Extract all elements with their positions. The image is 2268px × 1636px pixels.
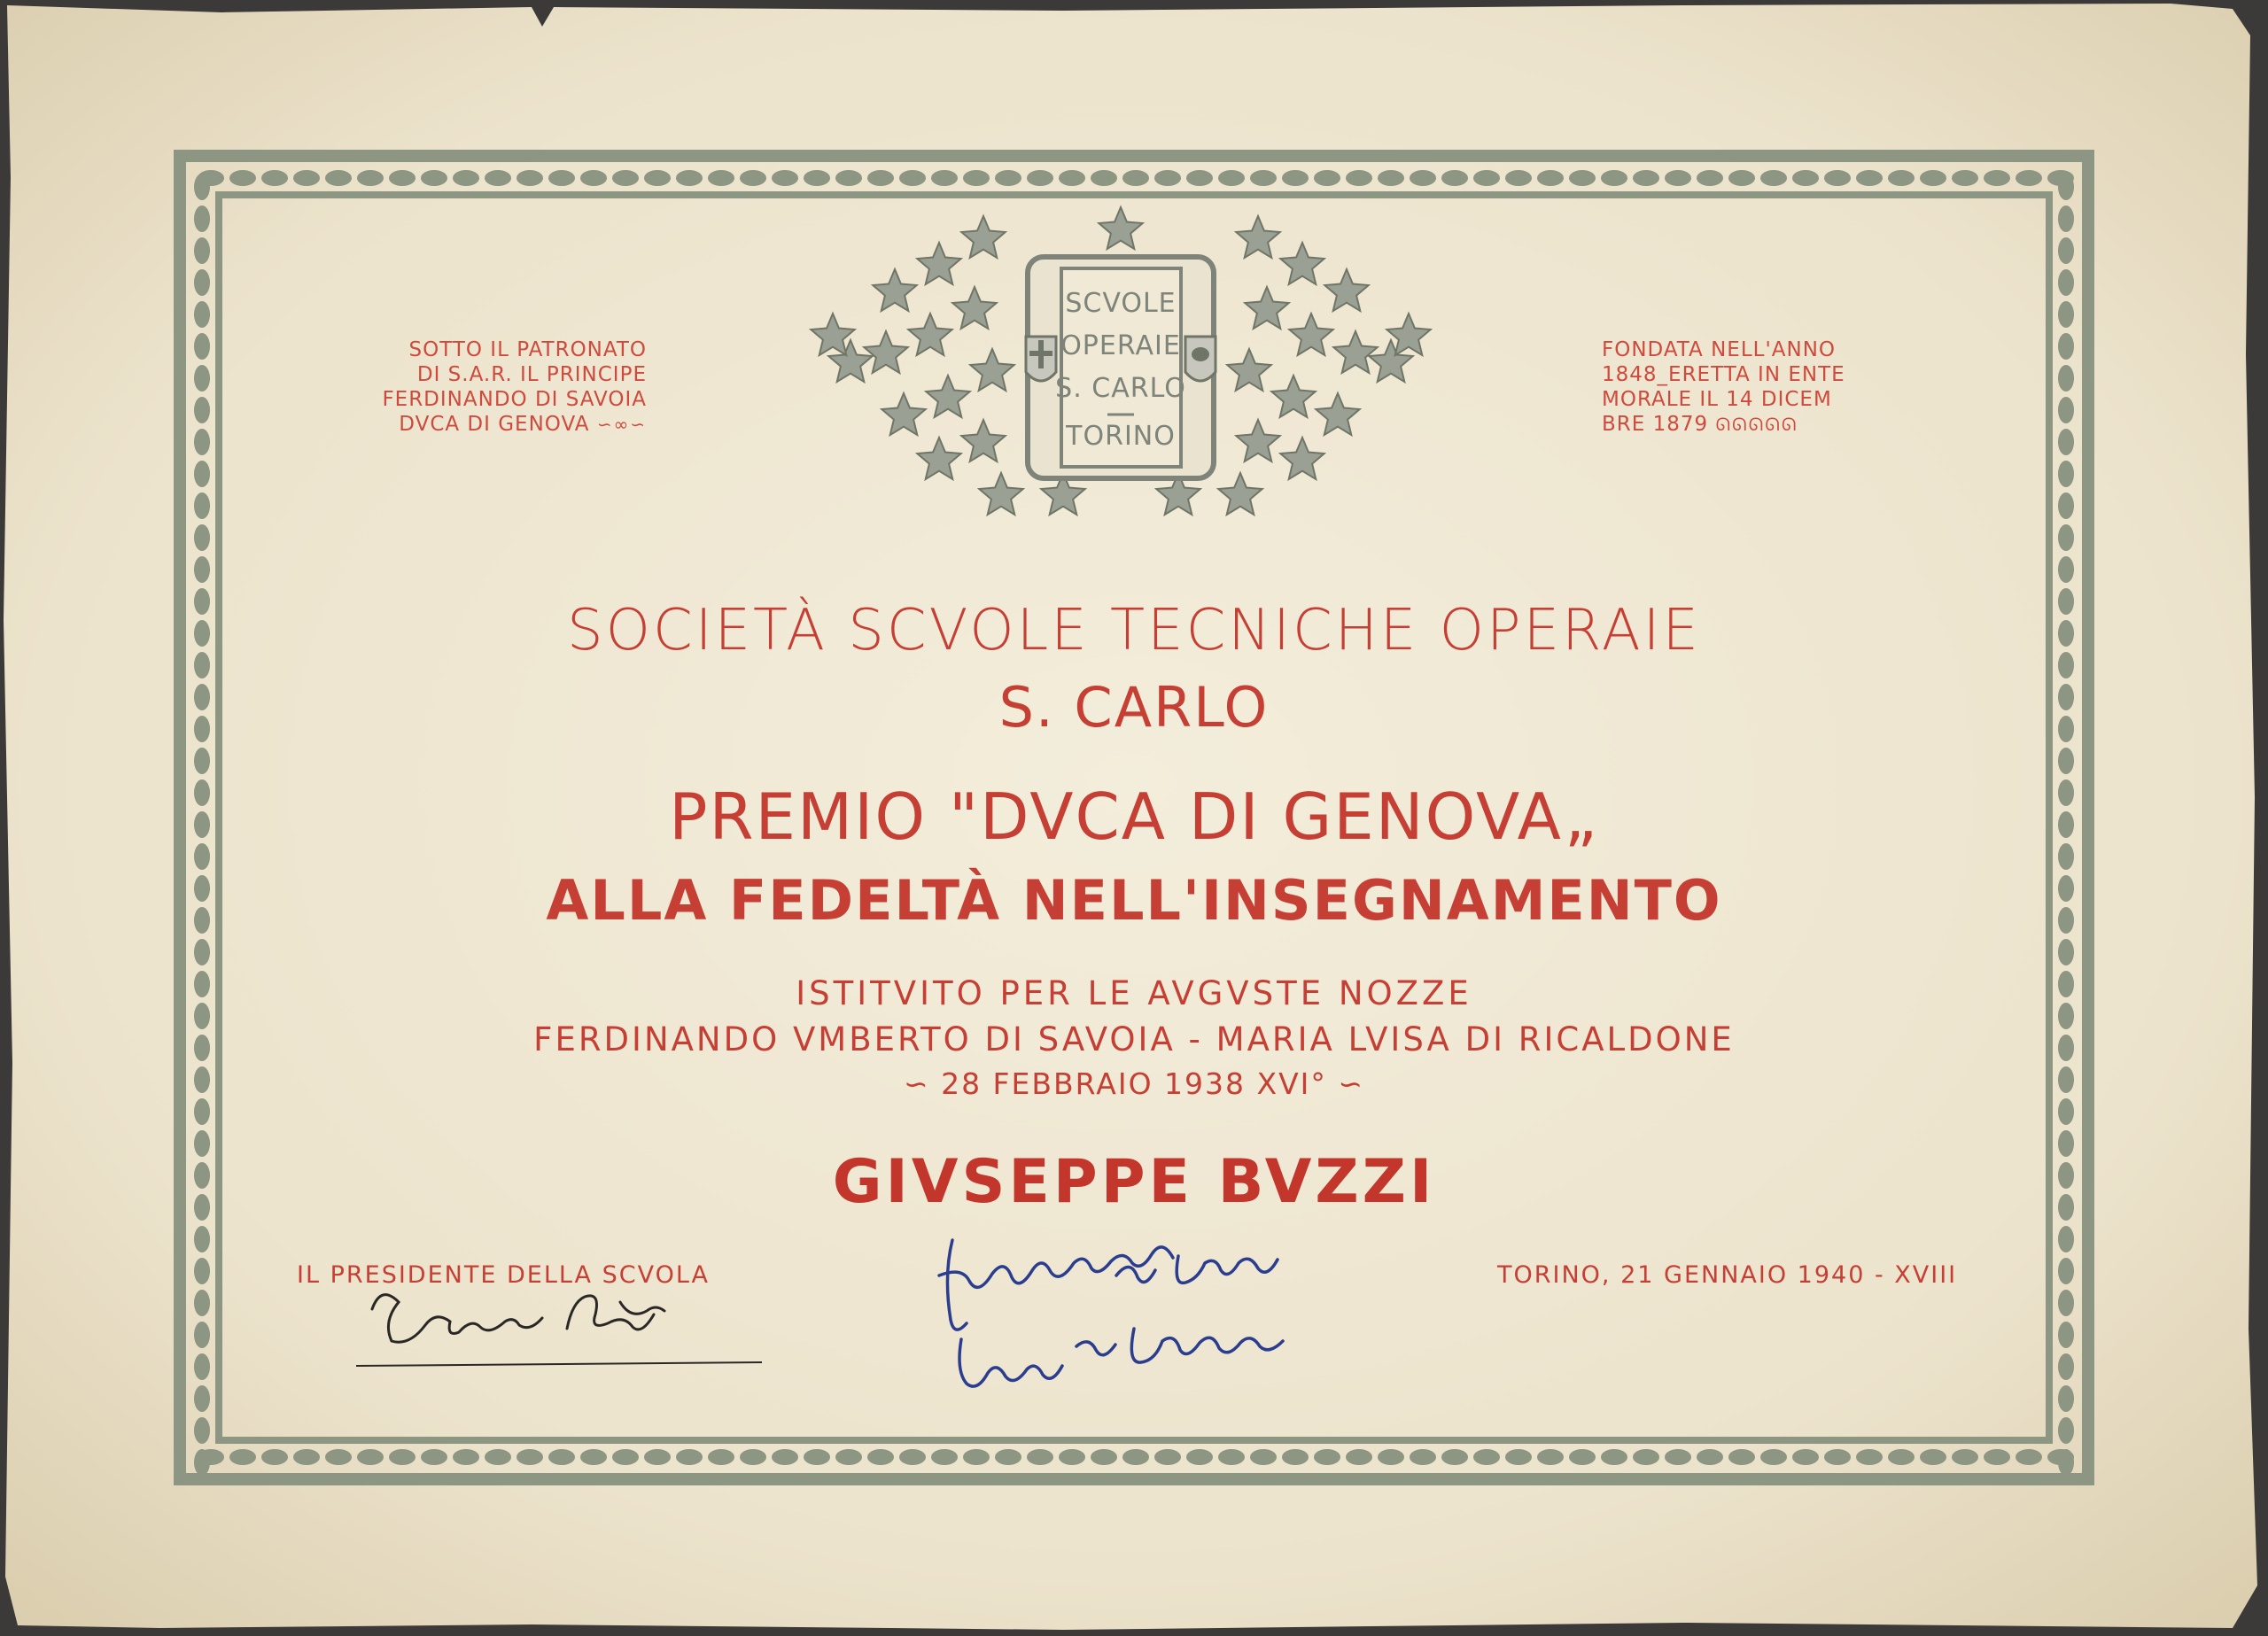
scallop	[421, 1449, 447, 1465]
scallop	[1665, 170, 1691, 186]
scallop	[1473, 170, 1500, 186]
scallop	[1824, 1449, 1851, 1465]
emblem-line-3: S. CARLO	[1055, 373, 1186, 404]
scallop	[325, 1449, 352, 1465]
scallop	[194, 429, 210, 455]
scallop	[194, 1417, 210, 1444]
scallop	[931, 170, 958, 186]
scallop	[194, 524, 210, 551]
scallop	[1250, 1449, 1277, 1465]
emblem-line-4: TORINO	[1066, 421, 1176, 452]
scallop	[1059, 170, 1085, 186]
scallop	[1059, 1449, 1085, 1465]
scallop	[708, 170, 734, 186]
scallop	[1314, 170, 1340, 186]
scallop	[194, 492, 210, 519]
scallop	[194, 1322, 210, 1348]
scallop	[963, 1449, 990, 1465]
scallop	[1601, 170, 1627, 186]
scallop	[2058, 1258, 2074, 1284]
scallop	[2058, 333, 2074, 360]
scallop	[1027, 170, 1053, 186]
scallop	[612, 1449, 639, 1465]
scallop	[995, 1449, 1021, 1465]
scallop	[485, 170, 511, 186]
scallop	[2058, 269, 2074, 296]
scallop	[1186, 170, 1213, 186]
scallop	[1888, 1449, 1915, 1465]
scallop	[517, 170, 543, 186]
shield-cross-horizontal	[1029, 351, 1052, 356]
place-and-date: TORINO, 21 GENNAIO 1940 - XVIII	[1497, 1261, 1958, 1289]
scallop	[1665, 1449, 1691, 1465]
scallop	[2058, 1322, 2074, 1348]
society-name: SOCIETÀ SCVOLE TECNICHE OPERAIE	[567, 598, 1701, 663]
scallop	[1122, 170, 1149, 186]
scallop	[2058, 748, 2074, 774]
scallop	[194, 301, 210, 328]
scallop	[389, 170, 416, 186]
scallop	[194, 1449, 210, 1476]
scallop	[1218, 1449, 1245, 1465]
scallop	[1346, 1449, 1372, 1465]
foundation-line-4: BRE 1879	[1602, 413, 1709, 436]
scallop	[740, 170, 766, 186]
scallop	[963, 170, 990, 186]
scallop	[194, 365, 210, 392]
scallop	[2058, 939, 2074, 965]
scallop	[1728, 170, 1755, 186]
scallop	[835, 1449, 862, 1465]
scallop	[194, 397, 210, 423]
scallop	[644, 170, 671, 186]
scallop	[229, 1449, 256, 1465]
scallop	[676, 1449, 703, 1465]
scallop	[421, 170, 447, 186]
scallop	[1760, 170, 1787, 186]
scallop	[1154, 1449, 1181, 1465]
scallop	[1633, 170, 1659, 186]
scallop	[867, 170, 894, 186]
scallop	[194, 748, 210, 774]
scallop	[194, 237, 210, 264]
patronage-line-3: FERDINANDO DI SAVOIA	[382, 388, 647, 411]
scallop	[899, 170, 926, 186]
scallop	[1378, 170, 1404, 186]
scallop	[580, 1449, 607, 1465]
prize-title: PREMIO "DVCA DI GENOVA„	[669, 779, 1599, 854]
scallop	[2058, 1449, 2074, 1476]
scallop	[548, 1449, 575, 1465]
scallop	[2058, 429, 2074, 455]
scallop	[1856, 1449, 1883, 1465]
scallop	[612, 170, 639, 186]
scallop	[2058, 205, 2074, 232]
president-label: IL PRESIDENTE DELLA SCVOLA	[297, 1261, 710, 1289]
foundation-line-2: 1848_ERETTA IN ENTE	[1602, 363, 1845, 386]
patronage-line-1: SOTTO IL PATRONATO	[408, 338, 647, 361]
scallop	[485, 1449, 511, 1465]
scallop	[1091, 170, 1117, 186]
scallop	[1952, 1449, 1978, 1465]
scallop	[2058, 492, 2074, 519]
scallop	[194, 1226, 210, 1252]
scallop	[194, 556, 210, 583]
instituted-line-1: ISTITVITO PER LE AVGVSTE NOZZE	[796, 974, 1472, 1012]
patronage-line-4: DVCA DI GENOVA	[399, 413, 590, 436]
scallop	[1186, 1449, 1213, 1465]
scallop	[1122, 1449, 1149, 1465]
scallop	[1633, 1449, 1659, 1465]
scallop	[1984, 1449, 2010, 1465]
scallop	[2058, 556, 2074, 583]
prize-subtitle: ALLA FEDELTÀ NELL'INSEGNAMENTO	[546, 868, 1722, 933]
left-scroll-ornament-icon: ∽	[903, 1066, 942, 1101]
recipient-name: GIVSEPPE BVZZI	[832, 1147, 1436, 1217]
scallop	[2058, 301, 2074, 328]
emblem-line-1: SCVOLE	[1065, 288, 1177, 319]
scallop	[293, 1449, 320, 1465]
scallop	[772, 170, 798, 186]
scallop	[2058, 1098, 2074, 1125]
scallop	[867, 1449, 894, 1465]
scallop	[1888, 170, 1915, 186]
scallop	[1091, 1449, 1117, 1465]
instituted-date-line	[0, 1066, 2268, 1101]
scallop	[1920, 170, 1946, 186]
scallop	[1569, 1449, 1596, 1465]
scallop	[835, 170, 862, 186]
scallop	[1760, 1449, 1787, 1465]
bull-figure	[1192, 347, 1209, 361]
scallop	[995, 170, 1021, 186]
scallop	[1792, 1449, 1819, 1465]
scallop	[453, 1449, 479, 1465]
right-scroll-ornament-icon: ∽	[1326, 1066, 1365, 1101]
scallop	[899, 1449, 926, 1465]
scallop	[676, 170, 703, 186]
scallop	[1505, 170, 1532, 186]
scallop	[453, 170, 479, 186]
scallop	[2058, 524, 2074, 551]
scallop	[1537, 170, 1564, 186]
scallop	[644, 1449, 671, 1465]
scallop	[1856, 170, 1883, 186]
scallop	[1728, 1449, 1755, 1465]
society-subtitle: S. CARLO	[998, 675, 1270, 740]
scallop	[1410, 1449, 1436, 1465]
scallop	[2016, 170, 2042, 186]
scallop	[194, 205, 210, 232]
scallop	[2058, 1385, 2074, 1412]
scallop	[1282, 170, 1309, 186]
scallop	[2058, 365, 2074, 392]
foundation-line-1: FONDATA NELL'ANNO	[1602, 338, 1837, 361]
instituted-line-2: FERDINANDO VMBERTO DI SAVOIA - MARIA LVISA DI RICALDONE	[533, 1020, 1735, 1058]
scallop	[1569, 170, 1596, 186]
scallop	[1920, 1449, 1946, 1465]
scallop	[2058, 174, 2074, 200]
scallop	[261, 1449, 288, 1465]
scallop	[580, 170, 607, 186]
instituted-date: 28 FEBBRAIO 1938 XVI°	[941, 1066, 1327, 1101]
foundation-line-3: MORALE IL 14 DICEM	[1602, 388, 1832, 411]
scallop	[261, 170, 288, 186]
scallop	[2058, 237, 2074, 264]
patronage-line-2: DI S.A.R. IL PRINCIPE	[416, 363, 647, 386]
scallop	[804, 1449, 830, 1465]
scallop	[1218, 170, 1245, 186]
scallop	[2058, 1417, 2074, 1444]
scallop	[1346, 170, 1372, 186]
scallop	[1473, 1449, 1500, 1465]
scallop	[1601, 1449, 1627, 1465]
scallop	[2058, 1353, 2074, 1380]
scallop	[2058, 1226, 2074, 1252]
patronage-notice	[372, 337, 647, 437]
scallop	[1410, 170, 1436, 186]
scallop	[931, 1449, 958, 1465]
scallop	[194, 1290, 210, 1316]
scallop	[2058, 397, 2074, 423]
scallop	[194, 1353, 210, 1380]
scallop	[357, 1449, 384, 1465]
scallop	[708, 1449, 734, 1465]
scallop	[2016, 1449, 2042, 1465]
scallop	[194, 1098, 210, 1125]
scallop	[325, 170, 352, 186]
scallop	[293, 170, 320, 186]
scallop	[772, 1449, 798, 1465]
scallop	[1792, 170, 1819, 186]
scallop	[194, 939, 210, 965]
scallop	[194, 269, 210, 296]
scallop	[194, 333, 210, 360]
scallop	[1441, 170, 1468, 186]
scallop	[357, 170, 384, 186]
scallop	[1282, 1449, 1309, 1465]
scallop	[517, 1449, 543, 1465]
scallop	[1314, 1449, 1340, 1465]
scallop	[548, 170, 575, 186]
scallop	[194, 174, 210, 200]
scallop	[1154, 170, 1181, 186]
scallop	[389, 1449, 416, 1465]
scallop	[1697, 170, 1723, 186]
foundation-notice	[1602, 337, 1876, 437]
scallop	[1505, 1449, 1532, 1465]
scallop	[194, 1258, 210, 1284]
scallop	[194, 1385, 210, 1412]
scallop	[1027, 1449, 1053, 1465]
scallop	[804, 170, 830, 186]
scallop	[1537, 1449, 1564, 1465]
wave-ornament-icon: ᘏᘏᘏᘏᘏ	[1715, 414, 1798, 435]
flourish-ornament-icon: ∽∞∽	[596, 414, 647, 435]
scallop	[2058, 461, 2074, 487]
scallop	[740, 1449, 766, 1465]
scallop	[1952, 170, 1978, 186]
scallop	[1441, 1449, 1468, 1465]
emblem-line-2: OPERAIE	[1060, 330, 1181, 361]
scallop	[1697, 1449, 1723, 1465]
scallop	[2058, 1290, 2074, 1316]
scallop	[1824, 170, 1851, 186]
scallop	[229, 170, 256, 186]
scallop	[1984, 170, 2010, 186]
scallop	[1250, 170, 1277, 186]
scallop	[1378, 1449, 1404, 1465]
scallop	[194, 461, 210, 487]
